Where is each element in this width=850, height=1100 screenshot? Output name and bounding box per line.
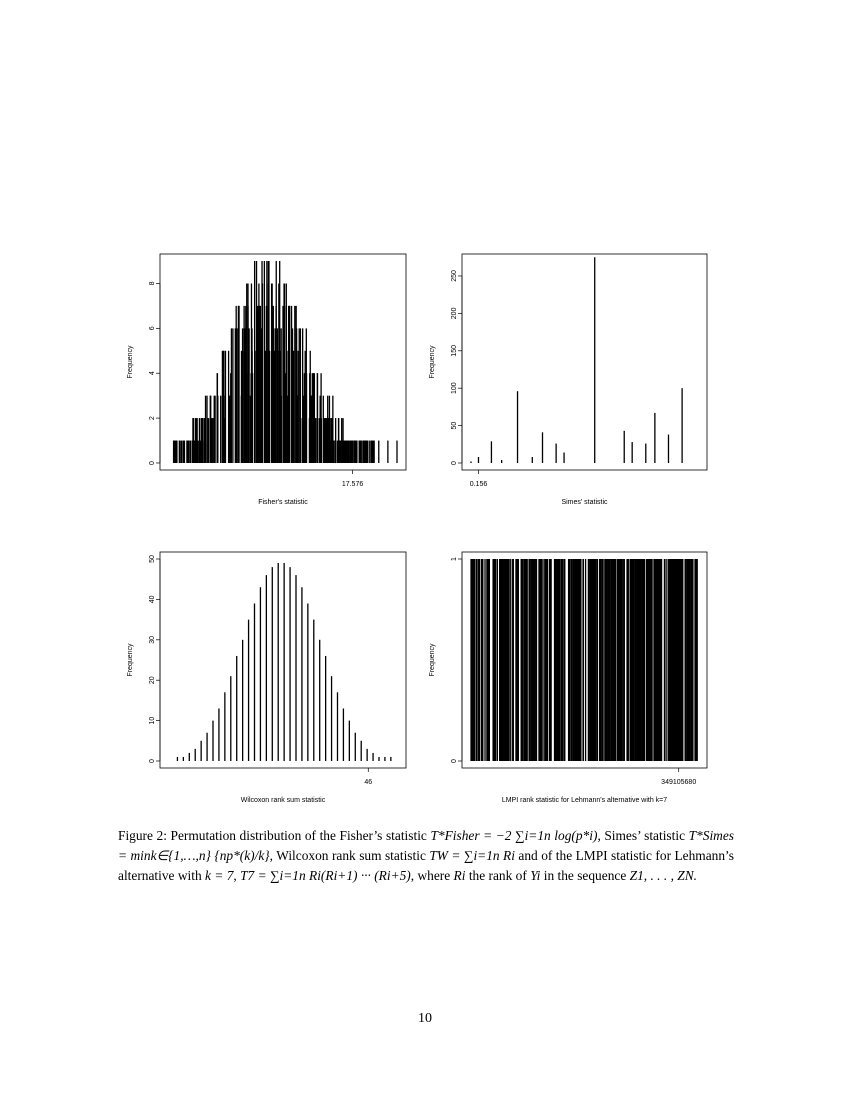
panel2-ytick-label-1: 50 — [450, 421, 458, 430]
panel2-ytick-label-2: 100 — [450, 382, 458, 395]
panel4-ytick-label-0: 0 — [450, 759, 458, 763]
panel1-ytick-label-1: 2 — [148, 416, 156, 421]
panel1-xlabel: Fisher's statistic — [258, 499, 308, 506]
panel3-frame — [160, 552, 406, 768]
panel2-xtick-label-0: 0.156 — [469, 481, 488, 488]
caption-simes-label: , Simes’ statistic — [597, 828, 686, 843]
caption-wilcoxon-label: , Wilcoxon rank sum statistic — [269, 848, 426, 863]
panel3-ytick-label-3: 30 — [148, 635, 156, 644]
caption-rank-text: the rank of — [468, 868, 527, 883]
panel4-ylabel: Frequency — [429, 643, 436, 677]
caption-fisher-formula: T*Fisher = −2 ∑i=1n log(p*i) — [430, 828, 598, 843]
panel3-ytick-label-4: 40 — [148, 595, 156, 604]
caption-k-formula: k = 7 — [205, 868, 234, 883]
panel3-ylabel: Frequency — [127, 643, 134, 677]
panel1-ytick-label-3: 6 — [148, 326, 156, 331]
panel4-ytick-label-1: 1 — [450, 557, 458, 561]
caption-wilcoxon-formula: TW = ∑i=1n Ri — [429, 848, 515, 863]
panel2-frame — [462, 254, 707, 470]
panel3-ytick-label-2: 20 — [148, 676, 156, 685]
panel3-xtick-label-0: 46 — [364, 779, 373, 786]
panel1-ytick-label-4: 8 — [148, 281, 156, 286]
panel3-xlabel: Wilcoxon rank sum statistic — [240, 797, 326, 804]
panel1-ytick-label-0: 0 — [148, 461, 156, 465]
caption-ri: Ri — [453, 868, 466, 883]
caption-sequence-text: in the sequence — [543, 868, 627, 883]
caption-yi: Yi — [530, 868, 541, 883]
panel1-ytick-label-2: 4 — [148, 371, 156, 376]
figure-caption: Figure 2: Permutation distribution of the Fisher’s statistic T*Fisher = −2 ∑i=1n log(p*i), Simes’ statistic T*Simes = mink∈{1,…,n} {np*(k)/k}, Wilcoxon rank sum statistic TW = ∑i=1n Ri and of the LMPI statistic for Lehmann’s alternative with k = 7, T7 = ∑i=1n Ri(Ri+1) ··· (Ri+5), where Ri the rank of Yi in the sequence Z1, . . . , ZN. — [118, 828, 734, 883]
caption-t7-formula: T7 = ∑i=1n Ri(Ri+1) ··· (Ri+5) — [240, 868, 411, 883]
panel2-ylabel: Frequency — [429, 345, 436, 379]
panel1-ylabel: Frequency — [127, 345, 134, 379]
caption-simes-formula: T*Simes = mink∈{1,…,n} {np*(k)/k} — [118, 828, 734, 863]
panel2-ytick-label-5: 250 — [450, 270, 458, 282]
caption-prefix: Figure 2: Permutation distribution of the Fisher’s statistic — [118, 828, 427, 843]
page-number: 10 — [418, 1011, 432, 1026]
panel3-ytick-label-1: 10 — [148, 716, 156, 725]
panel2-xlabel: Simes' statistic — [561, 499, 608, 506]
panel2-ytick-label-4: 200 — [450, 307, 458, 320]
panel4-xtick-label-0: 349105680 — [661, 779, 697, 786]
caption-where-text: , where — [410, 868, 451, 883]
panel2-ytick-label-0: 0 — [450, 461, 458, 465]
panel3-ytick-label-0: 0 — [148, 759, 156, 763]
panel1-xtick-label-0: 17.576 — [341, 481, 364, 488]
panel2-ytick-label-3: 150 — [450, 344, 458, 357]
panel3-ytick-label-5: 50 — [148, 555, 156, 563]
caption-sequence-formula: Z1, . . . , ZN. — [629, 868, 697, 883]
panel4-xlabel: LMPI rank statistic for Lehmann's alternative with k=7 — [501, 797, 668, 804]
caption-lmpi-label: and of the LMPI statistic for Lehmann’s alternative with — [118, 848, 734, 883]
